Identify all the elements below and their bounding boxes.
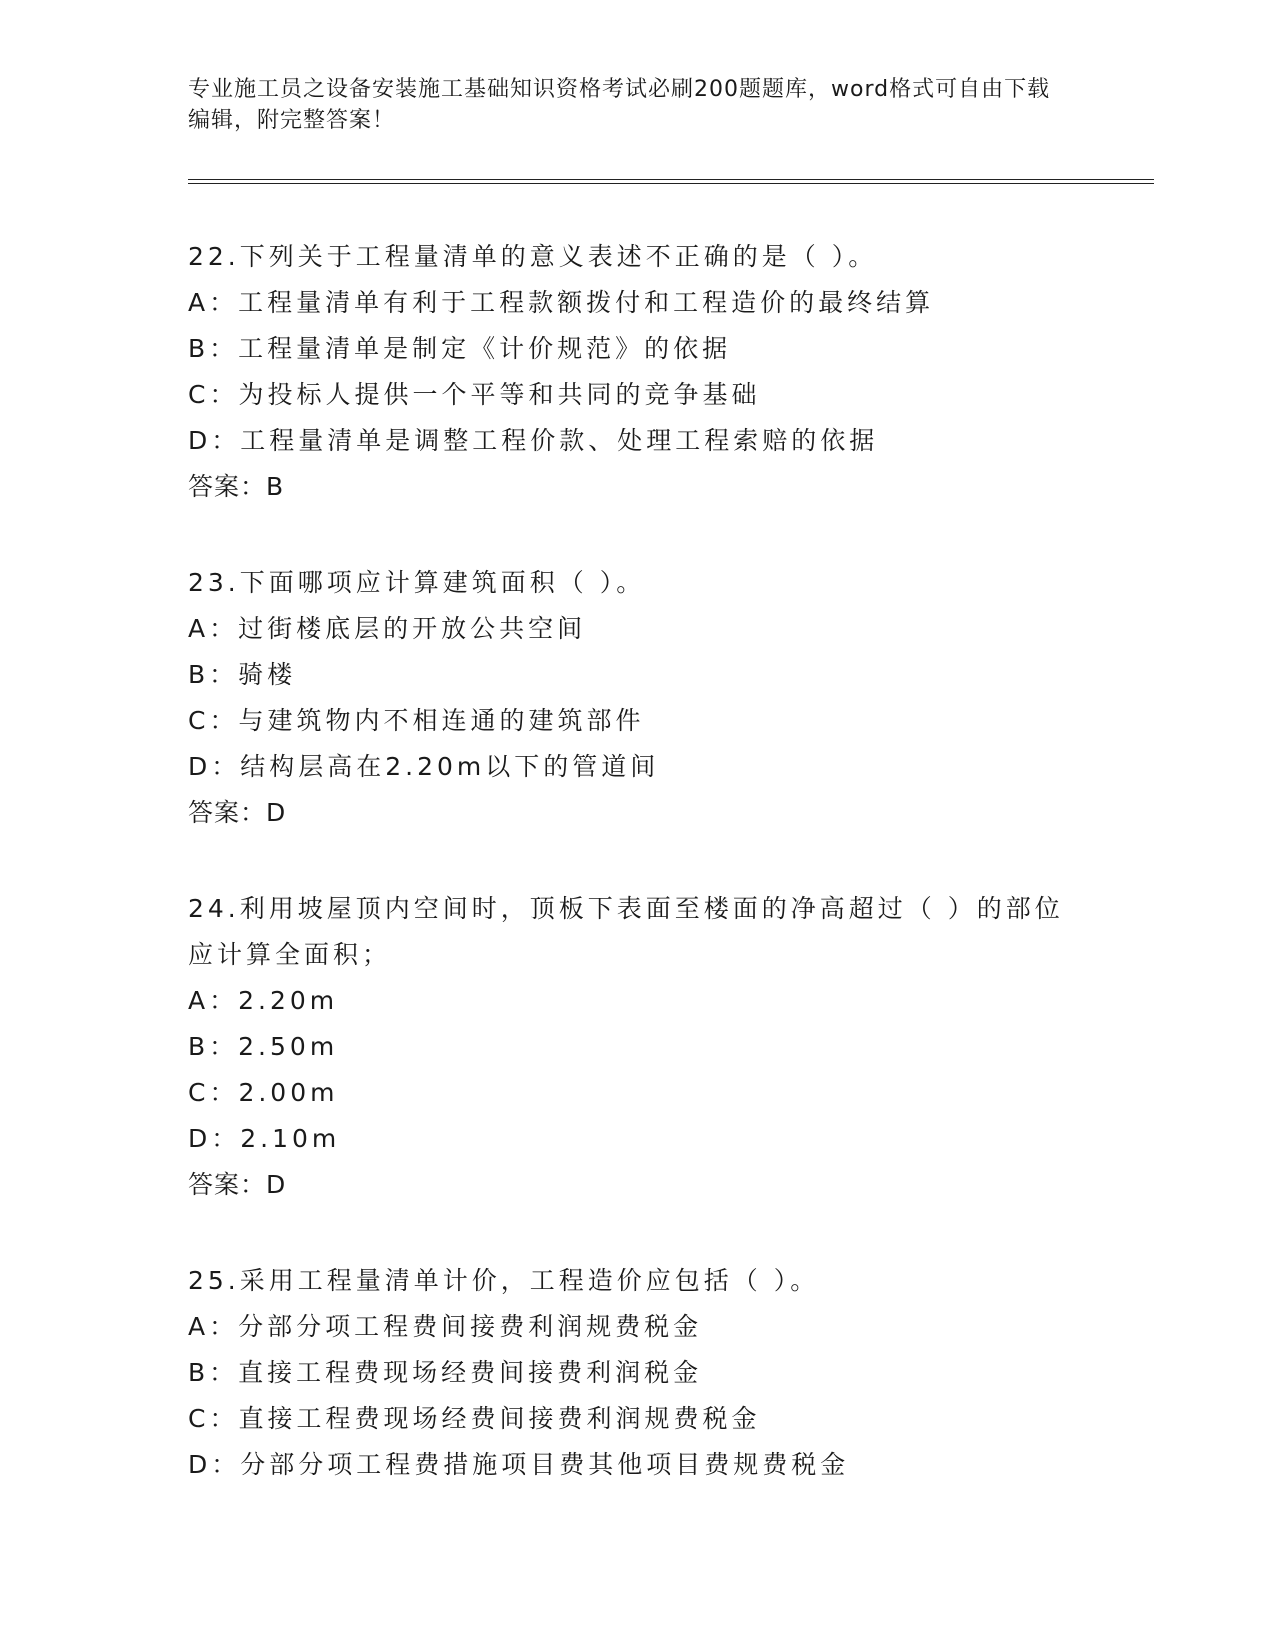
option-c: C：直接工程费现场经费间接费利润规费税金 xyxy=(188,1404,761,1433)
header-divider-bottom xyxy=(188,183,1154,184)
option-d: D：结构层高在2.20m以下的管道间 xyxy=(188,752,660,781)
option-d: D：分部分项工程费措施项目费其他项目费规费税金 xyxy=(188,1450,850,1479)
header-divider-top xyxy=(188,179,1154,180)
question-24 xyxy=(188,886,1088,1208)
option-b: B：工程量清单是制定《计价规范》的依据 xyxy=(188,334,732,363)
question-list xyxy=(188,234,1088,1538)
question-22 xyxy=(188,234,1088,510)
option-a: A：过街楼底层的开放公共空间 xyxy=(188,614,587,643)
answer-label: 答案：D xyxy=(188,1170,287,1199)
question-stem: 23.下面哪项应计算建筑面积（ ）。 xyxy=(188,568,646,597)
question-stem: 25.采用工程量清单计价，工程造价应包括（ ）。 xyxy=(188,1266,820,1295)
option-a: A：分部分项工程费间接费利润规费税金 xyxy=(188,1312,703,1341)
option-d: D：2.10m xyxy=(188,1124,341,1153)
question-23 xyxy=(188,560,1088,836)
question-stem: 24.利用坡屋顶内空间时，顶板下表面至楼面的净高超过（ ）的部位应计算全面积； xyxy=(188,894,1064,969)
option-c: C：2.00m xyxy=(188,1078,339,1107)
option-c: C：为投标人提供一个平等和共同的竞争基础 xyxy=(188,380,761,409)
option-b: B：骑楼 xyxy=(188,660,297,689)
answer-label: 答案：D xyxy=(188,798,287,827)
option-d: D：工程量清单是调整工程价款、处理工程索赔的依据 xyxy=(188,426,879,455)
document-header: 专业施工员之设备安装施工基础知识资格考试必刷200题题库，word格式可自由下载编辑，附完整答案！ xyxy=(188,77,1051,133)
option-a: A：2.20m xyxy=(188,986,339,1015)
question-stem: 22.下列关于工程量清单的意义表述不正确的是（ ）。 xyxy=(188,242,878,271)
option-a: A：工程量清单有利于工程款额拨付和工程造价的最终结算 xyxy=(188,288,935,317)
option-b: B：直接工程费现场经费间接费利润税金 xyxy=(188,1358,703,1387)
option-c: C：与建筑物内不相连通的建筑部件 xyxy=(188,706,645,735)
answer-label: 答案：B xyxy=(188,472,285,501)
question-25 xyxy=(188,1258,1088,1488)
option-b: B：2.50m xyxy=(188,1032,339,1061)
